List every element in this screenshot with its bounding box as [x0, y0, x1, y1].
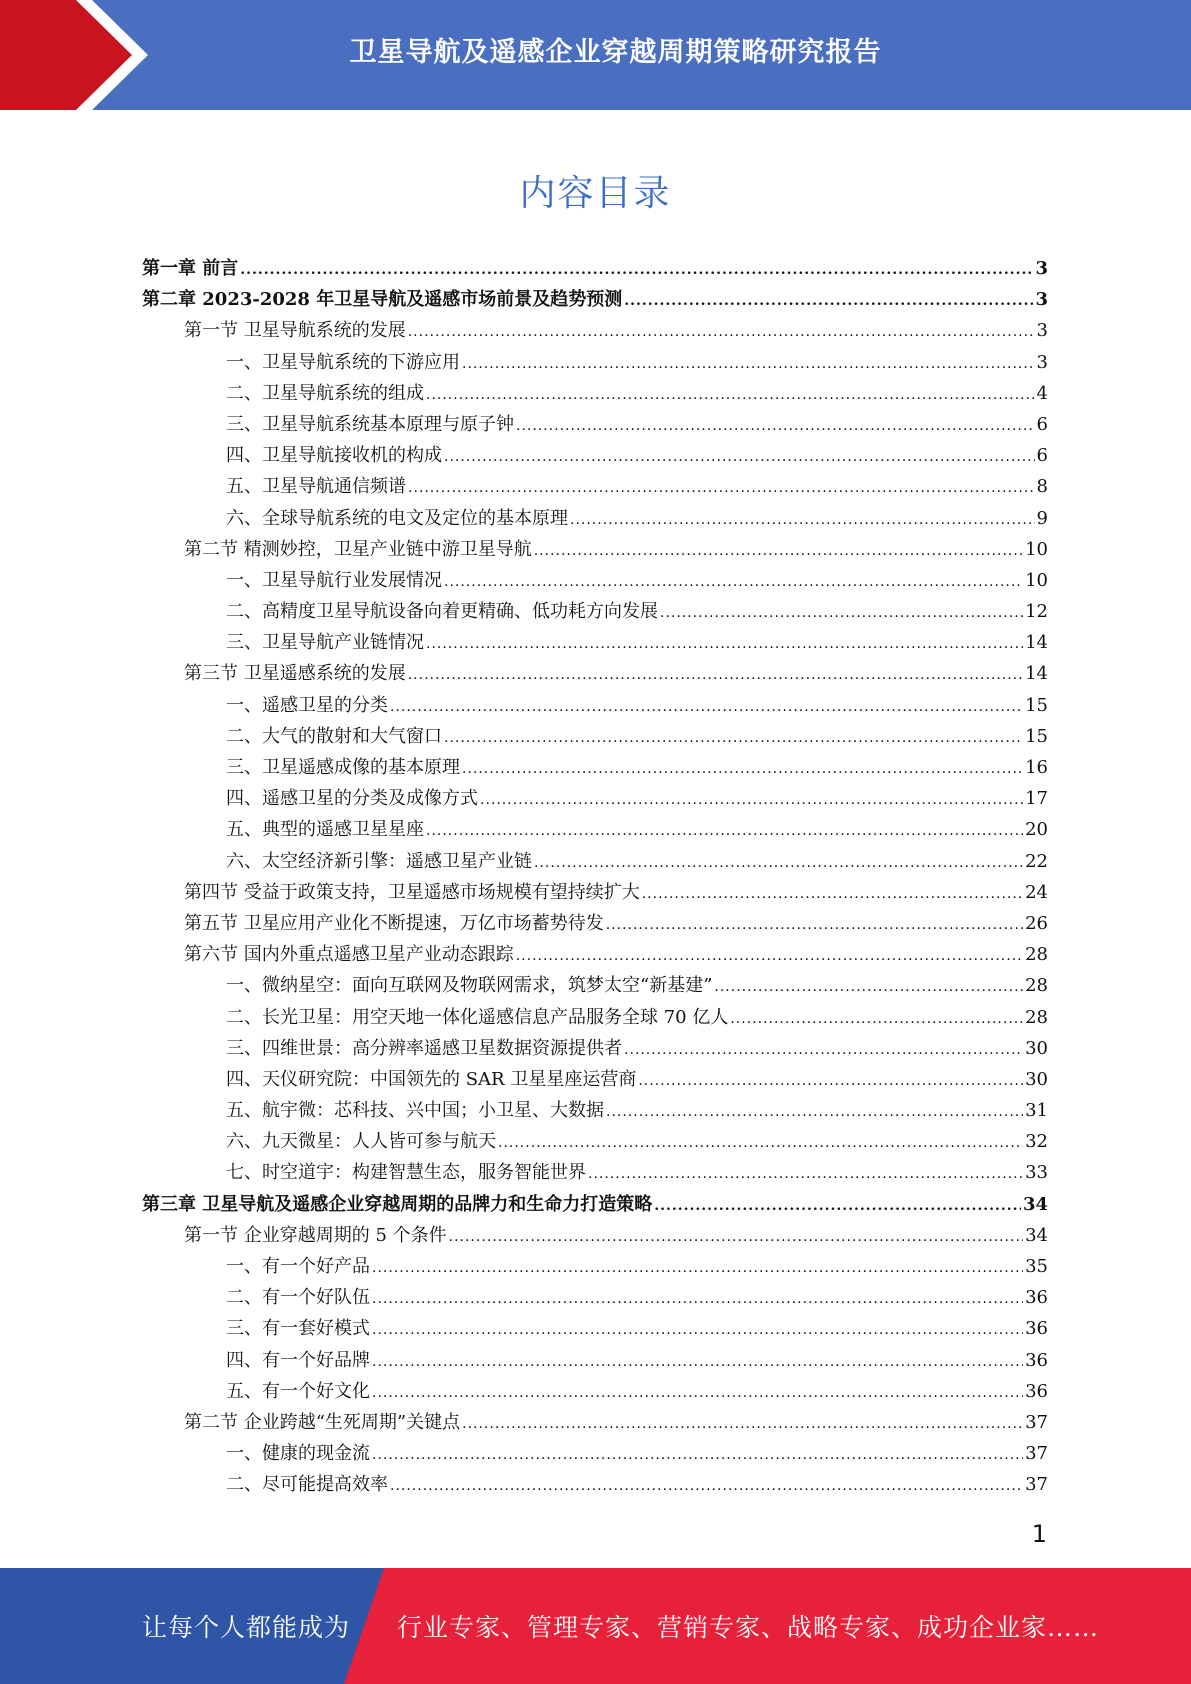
- toc-entry-page: 37: [1025, 1443, 1048, 1465]
- toc-entry-text: 七、时空道宇：构建智慧生态，服务智能世界: [226, 1162, 586, 1184]
- toc-entry-text: 三、卫星导航产业链情况: [226, 632, 424, 654]
- toc-entry-page: 33: [1025, 1162, 1048, 1184]
- toc-entry-text: 二、尽可能提高效率: [226, 1474, 388, 1496]
- toc-leader-dots: [606, 1097, 1023, 1128]
- toc-leader-dots: [390, 1471, 1023, 1502]
- toc-leader-dots: [498, 1128, 1023, 1159]
- toc-leader-dots: [426, 816, 1023, 847]
- toc-leader-dots: [624, 286, 1033, 317]
- toc-leader-dots: [654, 1191, 1021, 1222]
- toc-entry-page: 36: [1025, 1349, 1048, 1371]
- header-banner: [0, 0, 1191, 110]
- toc-entry-page: 28: [1025, 975, 1048, 997]
- toc-entry-page: 6: [1036, 445, 1048, 467]
- toc-entry-page: 15: [1025, 694, 1048, 716]
- toc-entry-page: 24: [1025, 881, 1048, 903]
- toc-entry[interactable]: [142, 565, 1048, 596]
- table-of-contents: [142, 253, 1048, 1501]
- toc-entry[interactable]: [142, 409, 1048, 440]
- toc-entry-text: 三、卫星导航系统基本原理与原子钟: [226, 413, 514, 435]
- toc-entry[interactable]: [142, 1282, 1048, 1313]
- toc-entry-text: 第六节 国内外重点遥感卫星产业动态跟踪: [184, 944, 514, 966]
- toc-leader-dots: [534, 536, 1023, 567]
- toc-entry-page: 14: [1025, 663, 1048, 685]
- toc-leader-dots: [642, 879, 1023, 910]
- toc-leader-dots: [516, 941, 1023, 972]
- toc-entry-text: 六、九天微星：人人皆可参与航天: [226, 1131, 496, 1153]
- toc-leader-dots: [240, 255, 1033, 286]
- toc-entry[interactable]: [142, 1345, 1048, 1376]
- toc-entry-page: 20: [1025, 819, 1048, 841]
- toc-entry[interactable]: [142, 721, 1048, 752]
- toc-entry-text: 第二节 企业跨越“生死周期”关键点: [184, 1411, 461, 1433]
- toc-leader-dots: [390, 692, 1023, 723]
- toc-leader-dots: [449, 1222, 1023, 1253]
- toc-entry-page: 30: [1025, 1068, 1048, 1090]
- toc-entry-text: 五、典型的遥感卫星星座: [226, 819, 424, 841]
- report-title: 卫星导航及遥感企业穿越周期策略研究报告: [349, 37, 882, 68]
- toc-leader-dots: [570, 505, 1035, 536]
- toc-leader-dots: [516, 411, 1035, 442]
- toc-entry[interactable]: [142, 970, 1048, 1001]
- toc-leader-dots: [408, 473, 1035, 504]
- toc-leader-dots: [660, 598, 1023, 629]
- footer-slogan-left: 让每个人都能成为: [142, 1613, 351, 1642]
- toc-entry-page: 36: [1025, 1380, 1048, 1402]
- toc-entry[interactable]: [142, 1251, 1048, 1282]
- toc-entry-page: 3: [1036, 351, 1048, 373]
- toc-leader-dots: [480, 785, 1023, 816]
- toc-entry-page: 10: [1025, 569, 1048, 591]
- toc-entry-page: 17: [1025, 788, 1048, 810]
- toc-entry[interactable]: [142, 315, 1048, 346]
- toc-leader-dots: [444, 723, 1023, 754]
- toc-entry-text: 四、天仪研究院：中国领先的 SAR 卫星星座运营商: [226, 1068, 637, 1090]
- toc-entry-text: 二、高精度卫星导航设备向着更精确、低功耗方向发展: [226, 601, 658, 623]
- toc-leader-dots: [534, 848, 1023, 879]
- toc-entry-text: 一、微纳星空：面向互联网及物联网需求，筑梦太空“新基建”: [226, 975, 713, 997]
- toc-entry-text: 一、遥感卫星的分类: [226, 694, 388, 716]
- toc-entry[interactable]: [142, 1033, 1048, 1064]
- toc-leader-dots: [462, 1409, 1023, 1440]
- toc-entry-page: 28: [1025, 1006, 1048, 1028]
- toc-leader-dots: [462, 349, 1035, 380]
- toc-entry-page: 36: [1025, 1287, 1048, 1309]
- toc-entry[interactable]: [142, 347, 1048, 378]
- toc-entry-text: 四、遥感卫星的分类及成像方式: [226, 788, 478, 810]
- toc-entry-page: 26: [1025, 912, 1048, 934]
- toc-entry-text: 四、卫星导航接收机的构成: [226, 445, 442, 467]
- toc-entry-page: 22: [1025, 850, 1048, 872]
- toc-entry[interactable]: [142, 1438, 1048, 1469]
- toc-entry-page: 8: [1036, 476, 1048, 498]
- toc-leader-dots: [426, 380, 1035, 411]
- page-number: 1: [1031, 1520, 1047, 1548]
- toc-entry[interactable]: [142, 1064, 1048, 1095]
- toc-leader-dots: [372, 1315, 1023, 1346]
- toc-entry-page: 14: [1025, 632, 1048, 654]
- toc-entry[interactable]: [142, 471, 1048, 502]
- toc-entry-text: 二、卫星导航系统的组成: [226, 382, 424, 404]
- toc-entry[interactable]: [142, 1220, 1048, 1251]
- toc-entry-text: 第二节 精测妙控，卫星产业链中游卫星导航: [184, 538, 532, 560]
- toc-entry-page: 10: [1025, 538, 1048, 560]
- toc-entry[interactable]: [142, 939, 1048, 970]
- toc-entry[interactable]: [142, 752, 1048, 783]
- toc-leader-dots: [638, 1066, 1023, 1097]
- toc-entry-text: 二、大气的散射和大气窗口: [226, 725, 442, 747]
- toc-entry-page: 35: [1025, 1256, 1048, 1277]
- toc-entry-text: 一、卫星导航行业发展情况: [226, 569, 442, 591]
- toc-entry-page: 28: [1025, 944, 1048, 966]
- toc-leader-dots: [624, 1035, 1023, 1066]
- toc-entry-page: 37: [1025, 1474, 1048, 1496]
- toc-entry-text: 第四节 受益于政策支持，卫星遥感市场规模有望持续扩大: [184, 881, 640, 903]
- toc-entry[interactable]: [142, 534, 1048, 565]
- toc-entry-page: 4: [1036, 382, 1048, 404]
- toc-entry-text: 三、四维世景：高分辨率遥感卫星数据资源提供者: [226, 1037, 622, 1059]
- toc-entry-text: 一、健康的现金流: [226, 1443, 370, 1465]
- toc-entry[interactable]: [142, 1157, 1048, 1188]
- toc-entry-text: 第一节 企业穿越周期的 5 个条件: [184, 1224, 447, 1246]
- toc-entry-text: 五、有一个好文化: [226, 1380, 370, 1402]
- toc-entry-text: 三、有一套好模式: [226, 1318, 370, 1340]
- toc-leader-dots: [444, 567, 1023, 598]
- toc-entry-text: 六、太空经济新引擎：遥感卫星产业链: [226, 850, 532, 872]
- toc-entry[interactable]: [142, 253, 1048, 284]
- toc-entry-text: 四、有一个好品牌: [226, 1349, 370, 1371]
- toc-entry[interactable]: [142, 908, 1048, 939]
- toc-leader-dots: [372, 1440, 1023, 1471]
- toc-entry-page: 3: [1036, 320, 1048, 342]
- toc-entry[interactable]: [142, 1002, 1048, 1033]
- toc-entry-text: 第一章 前言: [142, 258, 239, 279]
- toc-entry[interactable]: [142, 783, 1048, 814]
- toc-entry-text: 第二章 2023-2028 年卫星导航及遥感市场前景及趋势预测: [142, 289, 623, 311]
- toc-entry-text: 二、长光卫星：用空天地一体化遥感信息产品服务全球 70 亿人: [226, 1006, 729, 1028]
- toc-leader-dots: [606, 910, 1023, 941]
- toc-entry-text: 二、有一个好队伍: [226, 1287, 370, 1309]
- toc-entry[interactable]: [142, 846, 1048, 877]
- toc-entry-page: 36: [1025, 1318, 1048, 1340]
- toc-entry[interactable]: [142, 378, 1048, 409]
- toc-entry[interactable]: [142, 1313, 1048, 1344]
- toc-title: 内容目录: [519, 173, 672, 214]
- toc-entry[interactable]: [142, 1095, 1048, 1126]
- toc-leader-dots: [444, 442, 1035, 473]
- toc-entry-text: 三、卫星遥感成像的基本原理: [226, 757, 460, 778]
- toc-entry-page: 32: [1025, 1131, 1048, 1153]
- toc-leader-dots: [372, 1253, 1023, 1284]
- toc-entry-text: 一、卫星导航系统的下游应用: [226, 351, 460, 373]
- toc-entry-page: 3: [1035, 289, 1048, 311]
- toc-leader-dots: [714, 972, 1023, 1003]
- toc-leader-dots: [372, 1378, 1023, 1409]
- footer-slogan-right: 行业专家、管理专家、营销专家、战略专家、成功企业家……: [397, 1613, 1100, 1642]
- toc-entry-text: 第三节 卫星遥感系统的发展: [184, 663, 406, 685]
- toc-entry-page: 16: [1025, 757, 1048, 778]
- toc-entry[interactable]: [142, 690, 1048, 721]
- toc-leader-dots: [408, 660, 1023, 691]
- toc-entry[interactable]: [142, 1189, 1048, 1220]
- toc-entry-text: 六、全球导航系统的电文及定位的基本原理: [226, 507, 568, 529]
- toc-leader-dots: [408, 317, 1035, 348]
- toc-entry-text: 第五节 卫星应用产业化不断提速，万亿市场蓄势待发: [184, 912, 604, 934]
- toc-entry-text: 五、卫星导航通信频谱: [226, 476, 406, 498]
- toc-entry-page: 31: [1025, 1100, 1048, 1122]
- toc-entry-page: 30: [1025, 1037, 1048, 1059]
- toc-entry[interactable]: [142, 440, 1048, 471]
- toc-entry-page: 9: [1036, 507, 1048, 529]
- toc-entry-page: 15: [1025, 725, 1048, 747]
- toc-entry-text: 第三章 卫星导航及遥感企业穿越周期的品牌力和生命力打造策略: [142, 1193, 653, 1215]
- toc-entry[interactable]: [142, 877, 1048, 908]
- toc-entry-page: 3: [1035, 258, 1048, 279]
- toc-entry[interactable]: [142, 1126, 1048, 1157]
- toc-leader-dots: [462, 754, 1023, 785]
- toc-entry[interactable]: [142, 596, 1048, 627]
- toc-entry-text: 第一节 卫星导航系统的发展: [184, 320, 406, 342]
- toc-entry[interactable]: [142, 284, 1048, 315]
- toc-entry-page: 34: [1025, 1224, 1048, 1246]
- toc-entry-page: 6: [1036, 413, 1048, 435]
- footer-banner: [0, 1568, 1191, 1684]
- toc-leader-dots: [730, 1004, 1023, 1035]
- toc-entry[interactable]: [142, 503, 1048, 534]
- toc-leader-dots: [372, 1347, 1023, 1378]
- toc-entry-text: 五、航宇微：芯科技、兴中国；小卫星、大数据: [226, 1100, 604, 1122]
- toc-leader-dots: [588, 1159, 1023, 1190]
- toc-entry-text: 一、有一个好产品: [226, 1256, 370, 1277]
- toc-entry[interactable]: [142, 627, 1048, 658]
- toc-leader-dots: [372, 1284, 1023, 1315]
- toc-entry-page: 12: [1025, 601, 1048, 623]
- toc-entry[interactable]: [142, 658, 1048, 689]
- toc-entry-page: 34: [1022, 1193, 1048, 1215]
- toc-entry[interactable]: [142, 814, 1048, 845]
- toc-entry[interactable]: [142, 1469, 1048, 1500]
- toc-entry[interactable]: [142, 1407, 1048, 1438]
- toc-leader-dots: [426, 629, 1023, 660]
- toc-entry-page: 37: [1025, 1411, 1048, 1433]
- toc-entry[interactable]: [142, 1376, 1048, 1407]
